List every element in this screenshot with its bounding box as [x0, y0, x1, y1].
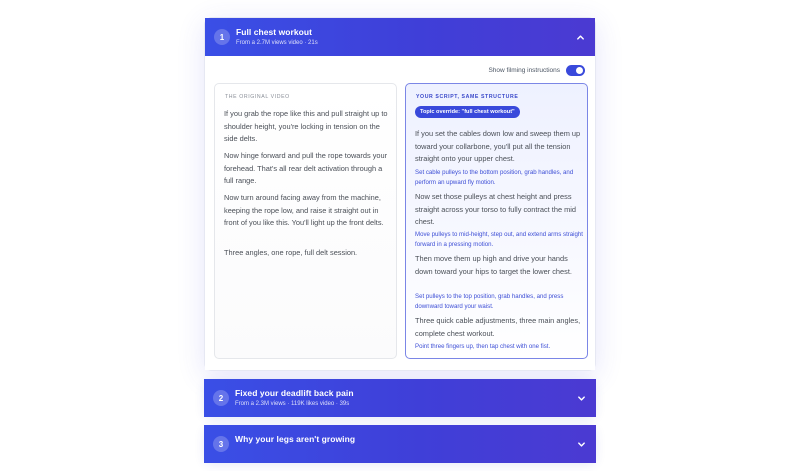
original-video-label: THE ORIGINAL VIDEO [225, 94, 290, 100]
video-list [204, 17, 596, 471]
card-number-badge: 2 [213, 390, 229, 406]
original-paragraph: Now turn around facing away from the machine, keeping the rope low, and raise it straight out in front of you like this. You'll light up the front delts. [224, 193, 384, 227]
script-label: YOUR SCRIPT, SAME STRUCTURE [416, 94, 519, 100]
script-panel [405, 83, 588, 359]
card-header-3[interactable] [204, 425, 596, 463]
toggle-knob [576, 67, 583, 74]
filming-instruction: Move pulleys to mid-height, step out, and extend arms straight forward in a pressing motion. [415, 231, 584, 248]
original-paragraph: Now hinge forward and pull the rope towards your forehead. That's all rear delt activation through a full range. [224, 151, 388, 185]
card-header-2[interactable] [204, 379, 596, 417]
original-paragraph: Three angles, one rope, full delt session. [224, 248, 358, 257]
card-title: Fixed your deadlift back pain [235, 388, 354, 398]
video-card-1 [204, 17, 596, 371]
video-card-3 [204, 425, 596, 463]
filming-instruction: Set pulleys to the top position, grab handles, and press downward toward your waist. [415, 293, 564, 310]
card-header-1[interactable] [205, 18, 595, 56]
script-paragraph: Then move them up high and drive your hands down toward your hips to target the lower chest. [415, 254, 572, 276]
card-meta: From a 2.3M views · 119K likes video · 39s [235, 401, 350, 407]
original-video-panel [214, 83, 397, 359]
script-paragraph: If you set the cables down low and sweep them up toward your collarbone, you'll put all the tension straight onto your upper chest. [415, 129, 581, 163]
filming-instruction: Set cable pulleys to the bottom position, grab handles, and perform an upward fly motion. [415, 169, 574, 186]
video-card-2 [204, 379, 596, 417]
card-number-badge: 3 [213, 436, 229, 452]
card-body-1 [205, 56, 595, 370]
filming-instruction: Point three fingers up, then tap chest with one fist. [415, 343, 551, 350]
card-number-badge: 1 [214, 29, 230, 45]
topic-override-pill: Topic override: "full chest workout" [415, 106, 520, 118]
filming-instructions-toggle[interactable] [566, 65, 585, 76]
card-title: Full chest workout [236, 27, 312, 37]
script-paragraph: Now set those pulleys at chest height and press straight across your torso to fully contract the mid chest. [415, 192, 577, 226]
chevron-up-icon[interactable] [574, 31, 586, 43]
chevron-down-icon[interactable] [575, 438, 587, 450]
toggle-label: Show filming instructions [488, 67, 560, 74]
card-meta: From a 2.7M views video · 21s [236, 40, 318, 46]
filming-instructions-toggle-row [488, 65, 585, 76]
original-paragraph: If you grab the rope like this and pull straight up to shoulder height, you're locking in tension on the side delts. [224, 109, 388, 143]
script-paragraph: Three quick cable adjustments, three main angles, complete chest workout. [415, 316, 581, 338]
chevron-down-icon[interactable] [575, 392, 587, 404]
card-title: Why your legs aren't growing [235, 434, 356, 444]
